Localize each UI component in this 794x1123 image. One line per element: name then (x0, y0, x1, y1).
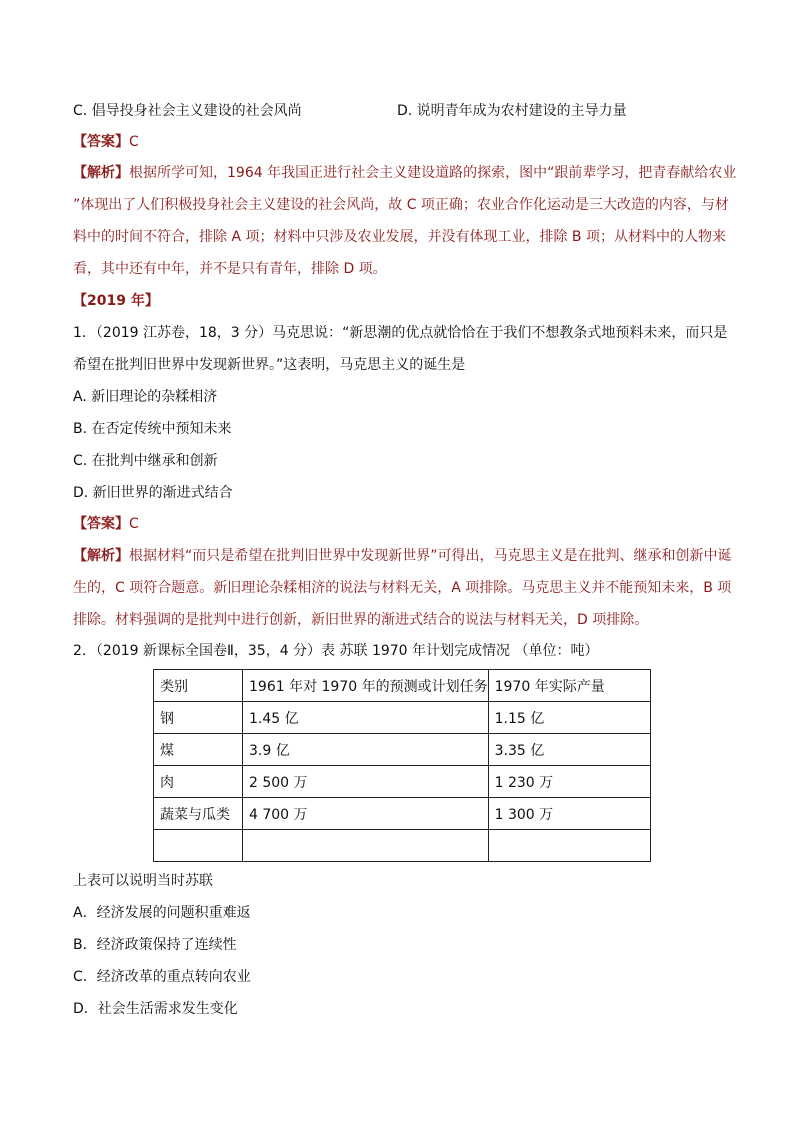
table-cell: 煤 (154, 734, 243, 766)
table-row (154, 766, 651, 798)
prev-answer (73, 132, 139, 152)
q1-analysis-line: 【解析】根据材料“而只是希望在批判旧世界中发现新世界”可得出，马克思主义是在批判、继承和创新中诞 (73, 548, 732, 564)
q1-stem-line: 1．（2019 江苏卷，18，3 分）马克思说：“新思潮的优点就恰恰在于我们不想教条式地预料未来，而只是 (73, 325, 728, 341)
table-row (154, 702, 651, 734)
answer-tag: 【答案】 (73, 516, 129, 532)
q1-answer (73, 514, 139, 534)
answer-value: C (129, 516, 139, 532)
q1-analysis-line: 排除。材料强调的是批判中进行创新，新旧世界的渐进式结合的说法与材料无关，D 项排除。 (73, 612, 649, 628)
analysis-tag: 【解析】 (73, 165, 129, 181)
prev-analysis-line: ”体现出了人们积极投身社会主义建设的社会风尚，故 C 项正确；农业合作化运动是三大改造的内容，与材 (73, 197, 729, 213)
analysis-tag: 【解析】 (73, 548, 129, 564)
q2-after-table: 上表可以说明当时苏联 (73, 873, 213, 889)
table-cell: 1.15 亿 (488, 702, 650, 734)
prev-option-c: C. 倡导投身社会主义建设的社会风尚 (73, 103, 302, 119)
table-cell: 1.45 亿 (243, 702, 489, 734)
table-header-row (154, 670, 651, 702)
q2-option-d: D．社会生活需求发生变化 (73, 1001, 238, 1017)
prev-analysis-line: 料中的时间不符合，排除 A 项；材料中只涉及农业发展，并没有体现工业，排除 B 项；从材料中的人物来 (73, 229, 726, 245)
table-cell: 钢 (154, 702, 243, 734)
section-year-heading: 【2019 年】 (73, 293, 159, 309)
prev-analysis-line: 【解析】根据所学可知，1964 年我国正进行社会主义建设道路的探索，图中“跟前辈学习，把青春献给农业 (73, 165, 737, 181)
table-cell: 1 230 万 (488, 766, 650, 798)
table-cell: 4 700 万 (243, 798, 489, 830)
answer-tag: 【答案】 (73, 134, 129, 150)
table-header-cell: 1961 年对 1970 年的预测或计划任务 (243, 670, 489, 702)
table-header-cell: 类别 (154, 670, 243, 702)
table-cell: 3.35 亿 (488, 734, 650, 766)
table-cell (243, 830, 489, 862)
table-cell: 3.9 亿 (243, 734, 489, 766)
q2-stem: 2．（2019 新课标全国卷Ⅱ，35，4 分）表 苏联 1970 年计划完成情况 （单位：吨） (73, 643, 599, 659)
table-cell: 肉 (154, 766, 243, 798)
table-row (154, 798, 651, 830)
table-empty-row (154, 830, 651, 862)
q1-option-b: B. 在否定传统中预知未来 (73, 421, 232, 437)
q1-option-d: D. 新旧世界的渐进式结合 (73, 485, 233, 501)
q2-option-b: B．经济政策保持了连续性 (73, 937, 237, 953)
q2-option-a: A．经济发展的问题积重难返 (73, 905, 251, 921)
table-cell (488, 830, 650, 862)
q1-analysis-line: 生的，C 项符合题意。新旧理论杂糅相济的说法与材料无关，A 项排除。马克思主义并不能预知未来，B 项 (73, 580, 732, 596)
table-header-cell: 1970 年实际产量 (488, 670, 650, 702)
table-cell: 蔬菜与瓜类 (154, 798, 243, 830)
prev-option-d: D. 说明青年成为农村建设的主导力量 (397, 103, 627, 119)
answer-value: C (129, 134, 139, 150)
q1-stem-line: 希望在批判旧世界中发现新世界。”这表明，马克思主义的诞生是 (73, 357, 466, 373)
prev-analysis-line: 看，其中还有中年，并不是只有青年，排除 D 项。 (73, 261, 387, 277)
table-cell: 2 500 万 (243, 766, 489, 798)
table-cell: 1 300 万 (488, 798, 650, 830)
table-row (154, 734, 651, 766)
q1-option-a: A. 新旧理论的杂糅相济 (73, 389, 218, 405)
q2-data-table (153, 669, 651, 862)
q1-option-c: C. 在批判中继承和创新 (73, 453, 218, 469)
table-cell (154, 830, 243, 862)
q2-option-c: C．经济改革的重点转向农业 (73, 969, 251, 985)
